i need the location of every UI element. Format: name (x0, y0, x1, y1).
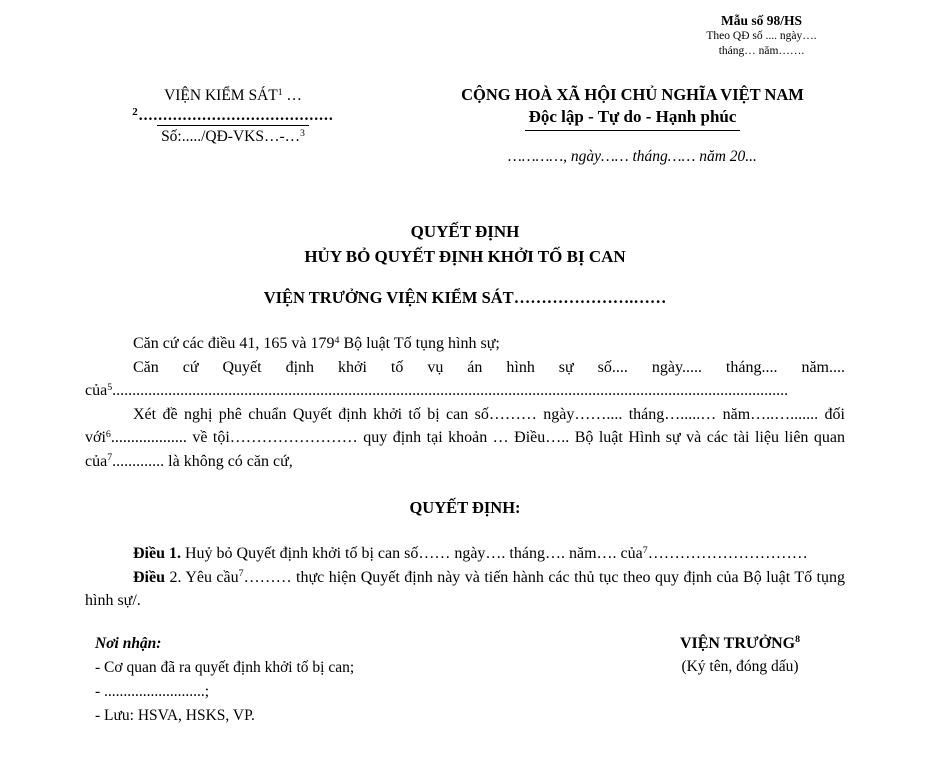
article-2-label: Điều (133, 568, 165, 586)
document-number: Số:...../QĐ-VKS…-… (161, 128, 301, 145)
document-title-line1: QUYẾT ĐỊNH (410, 222, 520, 241)
signer-instruction: (Ký tên, đóng dấu) (681, 657, 799, 675)
header-national-block (415, 84, 850, 166)
recipient-item: - Lưu: HSVA, HSKS, VP. (95, 706, 255, 724)
paragraph-case-decision (85, 356, 845, 403)
issuer-line (85, 288, 845, 308)
paragraph-text: Căn cứ các điều 41, 165 và 179 (133, 335, 335, 352)
article-2 (85, 566, 845, 613)
footnote-ref-5: 5 (107, 381, 113, 393)
decision-heading: QUYẾT ĐỊNH: (409, 498, 521, 517)
motto-line (415, 106, 850, 131)
signer-title-line (620, 632, 860, 656)
signature-block (620, 632, 860, 678)
form-note-line1: Theo QĐ số .... ngày…. (706, 30, 817, 42)
paragraph-text: Xét đề nghị phê chuẩn Quyết định khởi tố bị can số……… ngày…….... tháng….....… năm…..…....... đối với (85, 405, 845, 446)
footnote-ref-7c: 7 (238, 568, 244, 580)
footnote-ref-8: 8 (795, 634, 801, 646)
signer-title: VIỆN TRƯỞNG (679, 634, 796, 652)
agency-name-line (88, 85, 378, 107)
motto-text: Độc lập - Tự do - Hạnh phúc (528, 107, 737, 126)
agency-sub-dots: ........................................ (138, 107, 334, 124)
paragraph-legal-basis (85, 332, 845, 356)
paragraph-text: về tội…………………… quy định tại khoản … Điều….. Bộ luật Hình sự và các tài liệu liên quan của (85, 429, 845, 470)
country-name: CỘNG HOÀ XÃ HỘI CHỦ NGHĨA VIỆT NAM (461, 85, 804, 104)
paragraph-consideration (85, 403, 845, 474)
document-number-line (88, 125, 378, 148)
articles (85, 542, 845, 613)
dotted-fill: ………………………… (647, 545, 808, 562)
paragraph-text: Căn cứ Quyết định khởi tố vụ án hình sự số.... ngày..... tháng.... năm.... của (85, 358, 845, 399)
paragraph-text: ……… thực hiện Quyết định này và tiến hành các thủ tục theo quy định của Bộ luật Tố tụng hình sự/. (85, 568, 845, 609)
document-footer (85, 632, 845, 742)
paragraph-text: Bộ luật Tố tụng hình sự; (339, 335, 500, 352)
footnote-ref-7b: 7 (642, 544, 648, 556)
document-number-wrap (157, 125, 309, 148)
issuer-label: VIỆN TRƯỞNG VIỆN KIỂM SÁT (263, 288, 514, 307)
issuer-dots: ………………….…… (513, 288, 667, 307)
footnote-ref-1: 1 (277, 86, 283, 98)
motto-underline (525, 106, 741, 131)
agency-name: VIỆN KIỂM SÁT (164, 87, 278, 104)
recipients-title: Nơi nhận: (95, 634, 162, 652)
form-number: Mẫu số 98/HS (720, 13, 802, 28)
agency-sub-line (88, 107, 378, 125)
document-title (85, 220, 845, 269)
footnote-ref-4: 4 (334, 334, 340, 346)
dotted-fill: ......................................................................................................................................................................... (112, 382, 789, 399)
footnote-ref-7: 7 (107, 452, 113, 464)
footnote-ref-6: 6 (105, 428, 111, 440)
paragraph-text: 2. Yêu cầu (165, 568, 239, 586)
recipient-item: - Cơ quan đã ra quyết định khởi tố bị can; (95, 658, 355, 676)
footnote-ref-2: 2 (132, 106, 139, 119)
form-stamp (674, 12, 849, 59)
document-title-line2: HỦY BỎ QUYẾT ĐỊNH KHỞI TỐ BỊ CAN (304, 246, 626, 266)
footnote-ref-3: 3 (300, 127, 305, 139)
form-note-line2: tháng… năm……. (718, 45, 805, 57)
header-agency-block (88, 85, 378, 148)
preamble (85, 332, 845, 473)
place-date-line: …………, ngày…… tháng…… năm 20... (508, 148, 757, 165)
article-1 (85, 542, 845, 566)
article-1-label: Điều 1. (133, 545, 181, 562)
recipients-block (95, 632, 354, 728)
recipient-item: - ..........................; (95, 682, 210, 700)
paragraph-text: Huỷ bỏ Quyết định khởi tố bị can số…… ngày…. tháng…. năm…. của (181, 545, 643, 562)
agency-name-tail: … (282, 87, 302, 104)
dotted-fill: ................... (110, 429, 187, 446)
paragraph-text: ............. là không có căn cứ, (112, 452, 293, 470)
